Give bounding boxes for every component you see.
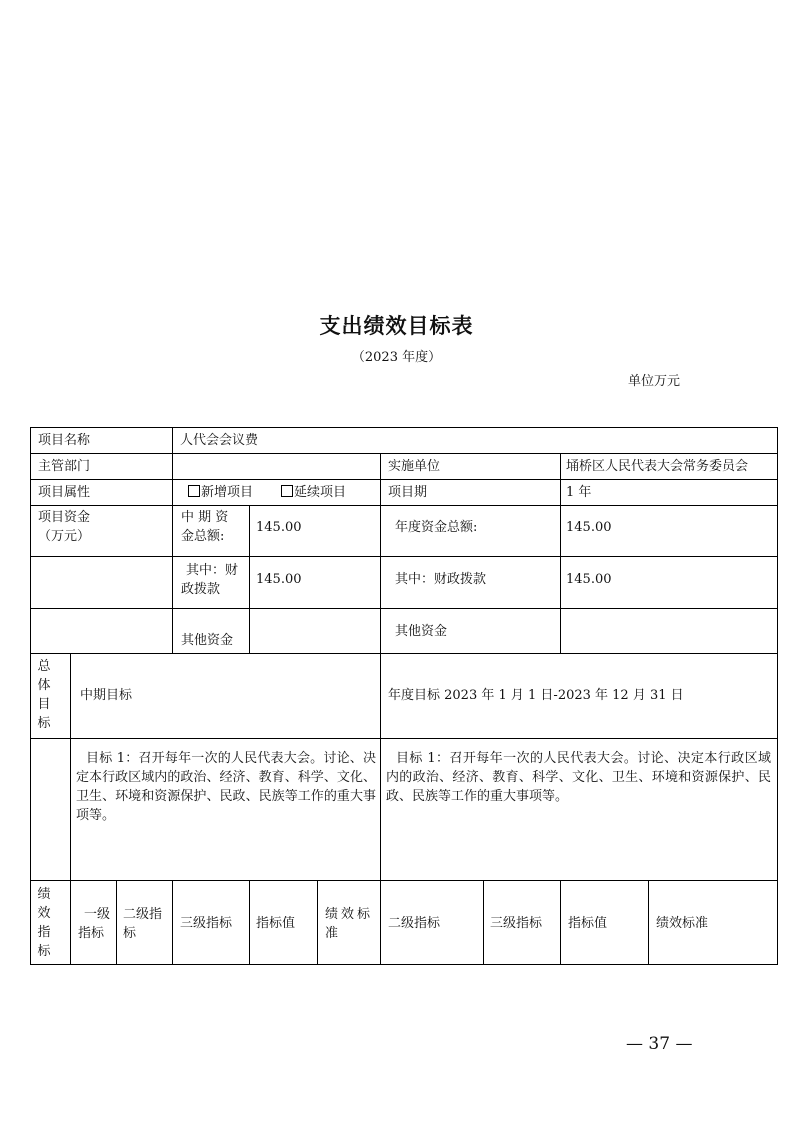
level2-header-line1: 二级指 [123,907,163,922]
mid-goal-label: 中期目标 [80,688,133,703]
std-header-left-line2: 准 [325,926,339,941]
value-header-right: 指标值 [568,916,608,931]
year-subtitle: （2023 年度） [351,350,442,365]
other-fund-label-left: 其他资金 [181,633,234,648]
checkbox-icon[interactable] [188,485,200,497]
level1-header-line2: 指标 [78,926,105,941]
fund-label-line2: （万元） [38,529,91,544]
std-header-left-line1: 绩效标 [325,907,374,922]
annual-fin-label: 其中：财政拨款 [395,572,487,587]
level2-header-line2: 标 [123,926,137,941]
impl-unit-value: 埇桥区人民代表大会常务委员会 [566,459,749,474]
page-title: 支出绩效目标表 [319,314,474,338]
overall-goal-label: 总 体 目 标 [37,659,51,731]
unit-label: 单位万元 [628,374,681,389]
project-name-value: 人代会会议费 [180,433,259,448]
mid-total-label-line2: 金总额: [181,529,225,544]
page-number: — 37 — [626,1034,693,1054]
project-name-label: 项目名称 [38,433,91,448]
mid-total-label-line1: 中 期 资 [181,510,229,525]
level3-header-left: 三级指标 [180,916,233,931]
annual-goal-label: 年度目标 2023 年 1 月 1 日-2023 年 12 月 31 日 [388,688,684,703]
other-fund-label-right: 其他资金 [395,624,448,639]
annual-total-label: 年度资金总额: [395,520,478,535]
mid-fin-label-line1: 其中：财 [186,563,239,578]
perf-indicator-label: 绩 效 指 标 [37,887,51,959]
checkbox-icon[interactable] [281,485,293,497]
period-label: 项目期 [388,485,428,500]
mid-fin-label-line2: 政拨款 [181,582,221,597]
dept-label: 主管部门 [38,459,91,474]
attr-continue-option[interactable] [281,483,346,502]
level1-header-line1: 一级 [84,907,111,922]
attr-new-label: 新增项目 [201,485,254,500]
annual-fin-value: 145.00 [566,572,612,587]
std-header-right: 绩效标准 [656,916,709,931]
mid-goal-text: 目标 1：召开每年一次的人民代表大会。讨论、决定本行政区域内的政治、经济、教育、科学、文化、卫生、环境和资源保护、民政、民族等工作的重大事项等。 [76,751,376,823]
impl-unit-label: 实施单位 [388,459,441,474]
attr-continue-label: 延续项目 [294,485,347,500]
period-value: 1 年 [566,485,592,500]
attr-new-option[interactable] [188,483,253,502]
level2-header-right: 二级指标 [388,916,441,931]
mid-total-value: 145.00 [256,520,302,535]
annual-total-value: 145.00 [566,520,612,535]
annual-goal-text: 目标 1：召开每年一次的人民代表大会。讨论、决定本行政区域内的政治、经济、教育、科学、文化、卫生、环境和资源保护、民政、民族等工作的重大事项等。 [386,751,771,804]
level3-header-right: 三级指标 [490,916,543,931]
fund-label-line1: 项目资金 [38,510,91,525]
value-header-left: 指标值 [256,916,296,931]
mid-fin-value: 145.00 [256,572,302,587]
attr-label: 项目属性 [38,485,91,500]
